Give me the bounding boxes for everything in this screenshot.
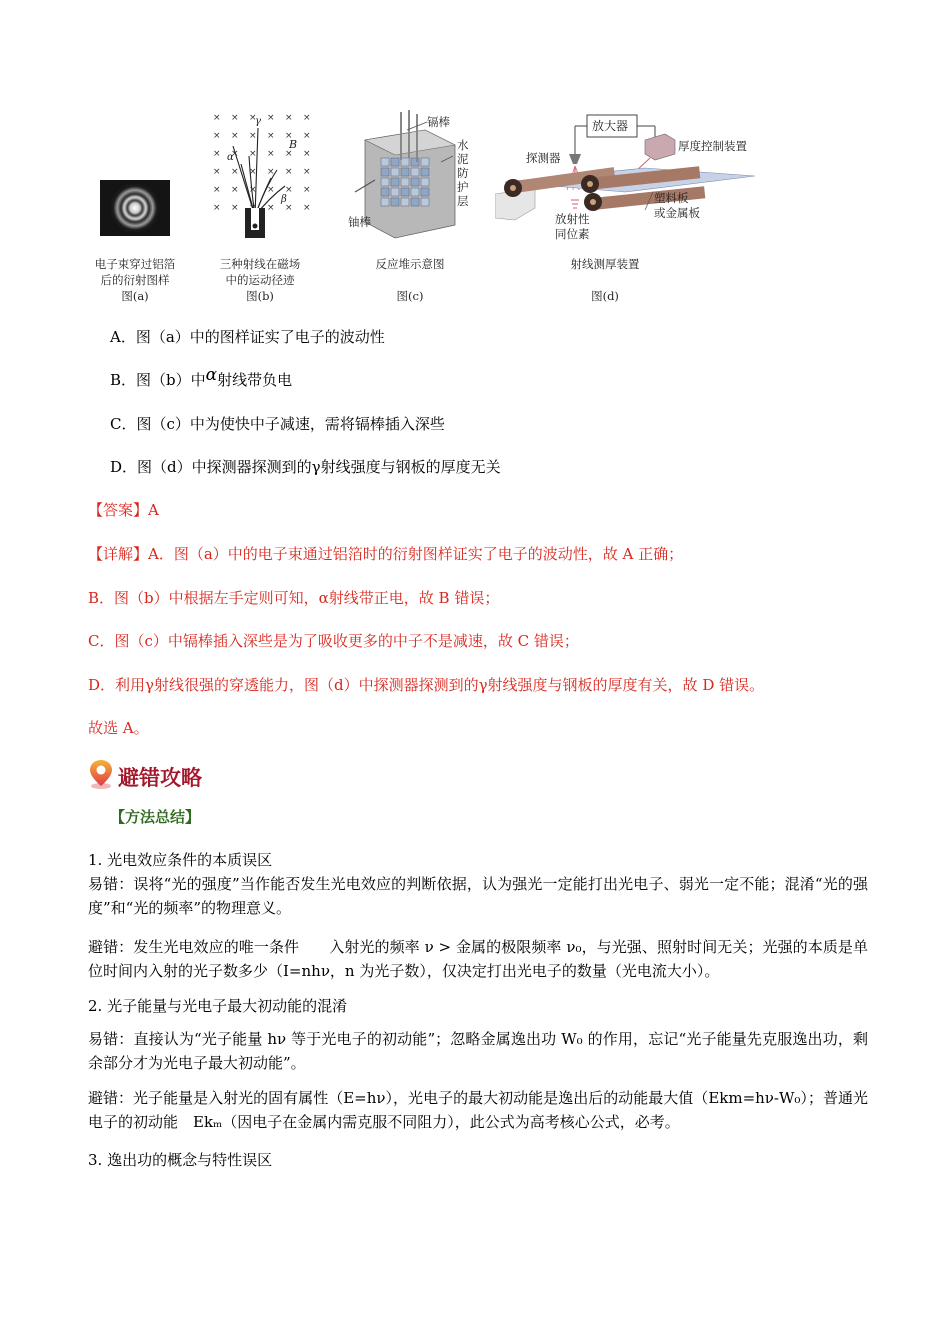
field-cross-mark: × bbox=[213, 149, 221, 159]
paragraph-2: 避错：发生光电效应的唯一条件 入射光的频率 ν > 金属的极限频率 ν₀，与光强、照射时间无关；光强的本质是单位时间内入射的光子数多少（I=nhν，n 为光子数），仅决定打出光电子的数量（光电流大小）。 bbox=[88, 938, 868, 980]
reactor-core-cell bbox=[421, 168, 429, 176]
field-cross-mark: × bbox=[267, 113, 275, 123]
field-cross-mark: × bbox=[285, 185, 293, 195]
fig-d-label: 图(d) bbox=[591, 289, 619, 303]
answer-line: 【答案】A bbox=[88, 501, 159, 519]
field-cross-mark: × bbox=[285, 203, 293, 213]
field-cross-mark: × bbox=[213, 131, 221, 141]
reactor-core-cell bbox=[381, 178, 389, 186]
diffraction-pattern-image bbox=[100, 180, 170, 236]
reactor-core-cell bbox=[391, 188, 399, 196]
option-a: A．图（a）中的图样证实了电子的波动性 bbox=[110, 328, 385, 346]
uranium-rod-tag: 铀棒 bbox=[348, 215, 371, 229]
reactor-core-cell bbox=[391, 178, 399, 186]
fig-b-caption-2: 中的运动径迹 bbox=[225, 273, 295, 287]
control-device-tag: 厚度控制装置 bbox=[678, 139, 747, 153]
option-d: D．图（d）中探测器探测到的γ射线强度与钢板的厚度无关 bbox=[110, 458, 501, 476]
field-cross-mark: × bbox=[303, 167, 311, 177]
fig-d-caption: 射线测厚装置 bbox=[570, 257, 640, 271]
field-cross-mark: × bbox=[303, 185, 311, 195]
detector-tag: 探测器 bbox=[526, 151, 561, 165]
heading-2: 2. 光子能量与光电子最大初动能的混淆 bbox=[88, 997, 348, 1015]
field-cross-mark: × bbox=[213, 113, 221, 123]
alpha-symbol: α bbox=[227, 152, 234, 163]
reactor-core-cell bbox=[381, 158, 389, 166]
field-cross-mark: × bbox=[249, 149, 257, 159]
field-cross-mark: × bbox=[303, 131, 311, 141]
field-cross-mark: × bbox=[303, 113, 311, 123]
paragraph-1: 易错：误将“光的强度”当作能否发生光电效应的判断依据，认为强光一定能打出光电子、弱光一定不能；混淆“光的强度”和“光的频率”的物理意义。 bbox=[88, 875, 868, 917]
reactor-core-cell bbox=[381, 168, 389, 176]
gamma-symbol: γ bbox=[255, 116, 261, 127]
field-cross-mark: × bbox=[213, 167, 221, 177]
reactor-core-cell bbox=[421, 178, 429, 186]
field-cross-mark: × bbox=[285, 131, 293, 141]
detail-line-2: B．图（b）中根据左手定则可知，α射线带正电，故 B 错误； bbox=[88, 589, 500, 607]
fig-b-caption-1: 三种射线在磁场 bbox=[219, 257, 301, 271]
field-cross-mark: × bbox=[231, 203, 239, 213]
reactor-core-cell bbox=[401, 198, 409, 206]
field-cross-mark: × bbox=[267, 185, 275, 195]
magnetic-field-diagram bbox=[205, 108, 320, 248]
reactor-core-cell bbox=[391, 158, 399, 166]
field-cross-mark: × bbox=[249, 113, 257, 123]
field-cross-mark: × bbox=[267, 131, 275, 141]
paragraph-4: 避错：光子能量是入射光的固有属性（E=hν），光电子的最大初动能是逸出后的动能最大值（Ekm=hν-W₀）；普通光电子的初动能 Ekₘ（因电子在金属内需克服不同阻力），此公式为高考核心公式，必考。 bbox=[88, 1089, 868, 1131]
section-title: 避错攻略 bbox=[118, 766, 202, 790]
reactor-core-cell bbox=[401, 178, 409, 186]
field-cross-mark: × bbox=[231, 131, 239, 141]
plate-tag-2: 或金属板 bbox=[654, 206, 700, 220]
reactor-core-cell bbox=[411, 178, 419, 186]
detail-line-5: 故选 A。 bbox=[88, 719, 149, 737]
field-cross-mark: × bbox=[231, 113, 239, 123]
reactor-core-cell bbox=[411, 198, 419, 206]
field-cross-mark: × bbox=[231, 185, 239, 195]
reactor-core-cell bbox=[421, 198, 429, 206]
fig-a-label: 图(a) bbox=[121, 289, 149, 303]
field-cross-mark: × bbox=[213, 185, 221, 195]
option-b-alpha: α bbox=[205, 365, 218, 385]
option-b bbox=[110, 365, 293, 391]
detail-line-4: D．利用γ射线很强的穿透能力，图（d）中探测器探测到的γ射线强度与钢板的厚度有关，故 D 错误。 bbox=[88, 676, 765, 694]
detail-line-1: 【详解】A．图（a）中的电子束通过铝箔时的衍射图样证实了电子的波动性，故 A 正确； bbox=[88, 545, 684, 563]
heading-3: 3. 逸出功的概念与特性误区 bbox=[88, 1151, 273, 1169]
field-cross-mark: × bbox=[249, 167, 257, 177]
detail-line-3: C．图（c）中镉棒插入深些是为了吸收更多的中子不是减速，故 C 错误； bbox=[88, 632, 579, 650]
thickness-gauge-diagram bbox=[495, 110, 765, 245]
reactor-core-cell bbox=[401, 158, 409, 166]
option-b-prefix: B．图（b）中 bbox=[110, 371, 206, 389]
field-cross-mark: × bbox=[303, 203, 311, 213]
amplifier-tag: 放大器 bbox=[592, 119, 629, 133]
field-cross-mark: × bbox=[285, 167, 293, 177]
field-cross-mark: × bbox=[303, 149, 311, 159]
reactor-core-cell bbox=[421, 158, 429, 166]
plate-tag-1: 塑料板 bbox=[654, 191, 689, 205]
field-cross-mark: × bbox=[267, 167, 275, 177]
concrete-wall-tag: 水泥防护层 bbox=[457, 138, 469, 208]
location-pin-icon bbox=[88, 758, 114, 790]
field-cross-mark: × bbox=[231, 167, 239, 177]
fig-a-caption-1: 电子束穿过铝箔 bbox=[94, 257, 176, 271]
reactor-core-cell bbox=[421, 188, 429, 196]
field-cross-mark: × bbox=[267, 203, 275, 213]
fig-b-label: 图(b) bbox=[246, 289, 274, 303]
field-cross-mark: × bbox=[249, 185, 257, 195]
source-tag-2: 同位素 bbox=[555, 227, 590, 241]
cadmium-rod-tag: 镉棒 bbox=[427, 115, 450, 129]
field-cross-mark: × bbox=[213, 203, 221, 213]
reactor-core-cell bbox=[411, 168, 419, 176]
field-cross-mark: × bbox=[285, 149, 293, 159]
reactor-core-cell bbox=[381, 188, 389, 196]
option-c: C．图（c）中为使快中子减速，需将镉棒插入深些 bbox=[110, 415, 445, 433]
field-cross-mark: × bbox=[267, 149, 275, 159]
field-cross-mark: × bbox=[231, 149, 239, 159]
reactor-core-cell bbox=[391, 168, 399, 176]
option-b-suffix: 射线带负电 bbox=[217, 371, 293, 389]
reactor-core-cell bbox=[411, 188, 419, 196]
fig-c-label: 图(c) bbox=[396, 289, 424, 303]
reactor-core-cell bbox=[401, 168, 409, 176]
beta-symbol: β bbox=[281, 194, 287, 205]
paragraph-3: 易错：直接认为“光子能量 hν 等于光电子的初动能”；忽略金属逸出功 W₀ 的作用，忘记“光子能量先克服逸出功，剩余部分才为光电子最大初动能”。 bbox=[88, 1030, 868, 1072]
field-cross-mark: × bbox=[285, 113, 293, 123]
reactor-core-cell bbox=[401, 188, 409, 196]
field-cross-mark: × bbox=[249, 131, 257, 141]
fig-c-caption: 反应堆示意图 bbox=[375, 257, 445, 271]
reactor-core-cell bbox=[381, 198, 389, 206]
heading-1: 1. 光电效应条件的本质误区 bbox=[88, 851, 273, 869]
reactor-core-cell bbox=[391, 198, 399, 206]
method-summary-title: 【方法总结】 bbox=[110, 808, 201, 826]
b-field-symbol: B bbox=[289, 138, 298, 151]
fig-a-caption-2: 后的衍射图样 bbox=[100, 273, 170, 287]
source-tag-1: 放射性 bbox=[555, 212, 590, 226]
